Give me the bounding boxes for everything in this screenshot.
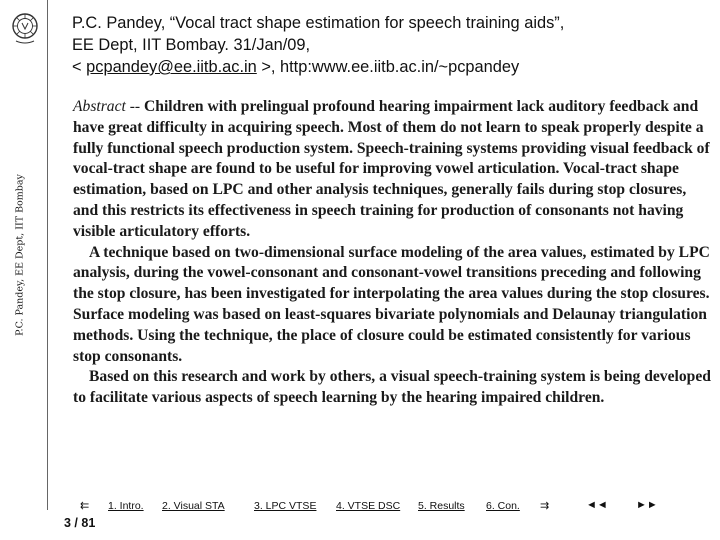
sidebar-vertical-text: P.C. Pandey, EE Dept, IIT Bombay xyxy=(14,174,26,336)
abstract-body xyxy=(73,97,713,409)
nav-link-conclusion[interactable]: 6. Con. xyxy=(486,500,520,512)
nav-link-lpc-vtse[interactable]: 3. LPC VTSE xyxy=(254,500,317,512)
nav-link-vtse-dsc[interactable]: 4. VTSE DSC xyxy=(336,500,401,512)
abstract-paragraph-2: A technique based on two-dimensional surface modeling of the area values, estimated by LPC analysis, during the vowel-consonant and consonant-vowel transitions preceding and following the stop closure, has been investigated for interpolating the area values during the stop closures. Surface modeling was based on least-squares bivariate polynomials and Delaunay triangulation methods. Using the technique, the place of closure could be estimated consistently for various stop consonants. xyxy=(73,243,710,365)
slide-header xyxy=(72,12,712,78)
nav-link-results[interactable]: 5. Results xyxy=(418,500,465,512)
header-dept-line: EE Dept, IIT Bombay. 31/Jan/09, xyxy=(72,36,311,54)
nav-link-visual-sta[interactable]: 2. Visual STA xyxy=(162,500,225,512)
abstract-paragraph-3: Based on this research and work by others, a visual speech-training system is being developed to facilitate various aspects of speech learning by the hearing impaired children. xyxy=(73,368,711,407)
page-number: 3 / 81 xyxy=(64,516,96,530)
sidebar xyxy=(0,0,52,540)
contact-prefix: < xyxy=(72,58,87,76)
nav-link-intro[interactable]: 1. Intro. xyxy=(108,500,144,512)
sidebar-divider xyxy=(47,0,48,510)
header-title-line: P.C. Pandey, “Vocal tract shape estimation for speech training aids”, xyxy=(72,14,565,32)
iit-bombay-logo-icon xyxy=(10,10,40,46)
first-slide-link[interactable]: ⇇ xyxy=(80,500,90,512)
previous-slide-button[interactable]: ◄◄ xyxy=(586,499,608,511)
abstract-label: Abstract -- xyxy=(73,98,141,115)
header-contact-line xyxy=(72,56,712,78)
last-slide-link[interactable]: ⇉ xyxy=(540,500,550,512)
next-slide-button[interactable]: ►► xyxy=(636,499,658,511)
contact-suffix: >, http:www.ee.iitb.ac.in/~pcpandey xyxy=(256,58,520,76)
email-link[interactable]: pcpandey@ee.iitb.ac.in xyxy=(86,58,257,76)
slide-navigation xyxy=(72,500,720,516)
abstract-p1-text: Children with prelingual profound hearing impairment lack auditory feedback and have great difficulty in acquiring speech. Most of them do not learn to speak properly despite a fully functional speech production system. Speech-training systems providing visual feedback of vocal-tract shape are found to be useful for improving vowel articulation. Vocal-tract shape estimation, based on LPC and other analysis techniques, generally fails during stop closures, and this restricts its effectiveness in speech training for production of consonants not having visible articulatory efforts. xyxy=(73,98,710,240)
abstract-paragraph-1 xyxy=(73,97,713,243)
